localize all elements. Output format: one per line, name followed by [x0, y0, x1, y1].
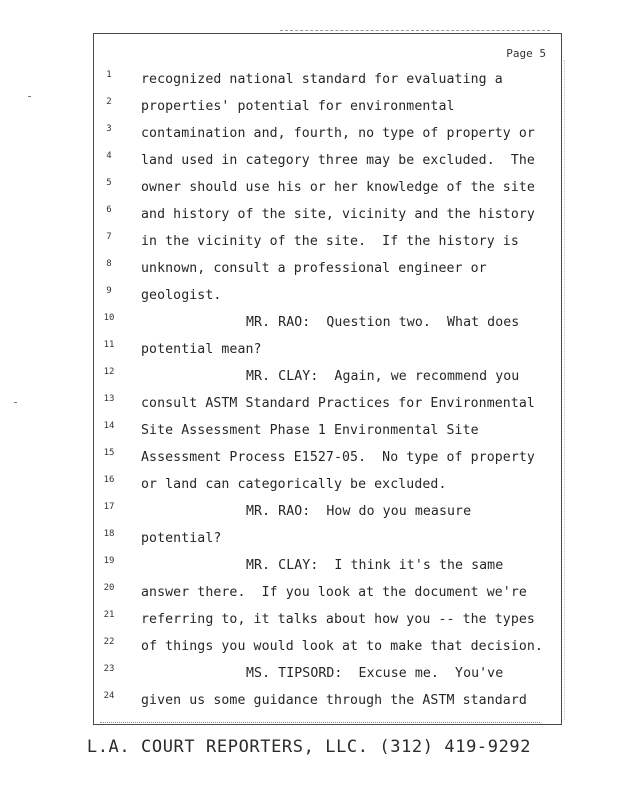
line-text: consult ASTM Standard Practices for Environmental: [141, 396, 535, 411]
line-text: MS. TIPSORD: Excuse me. You've: [246, 666, 504, 681]
line-number: 19: [103, 556, 115, 566]
transcript-line: [0, 394, 618, 425]
line-number: 23: [103, 664, 115, 674]
transcript-line: [0, 340, 618, 371]
transcript-line: [0, 637, 618, 668]
line-number: 16: [103, 475, 115, 485]
line-number: 17: [103, 502, 115, 512]
line-text: in the vicinity of the site. If the history is: [141, 234, 519, 249]
transcript-line: [0, 502, 618, 533]
transcript-line: [0, 664, 618, 695]
transcript-line: [0, 610, 618, 641]
transcript-line: [0, 421, 618, 452]
line-number: 11: [103, 340, 115, 350]
line-text: MR. RAO: How do you measure: [246, 504, 472, 519]
line-text: answer there. If you look at the document we're: [141, 585, 527, 600]
line-text: MR. CLAY: Again, we recommend you: [246, 369, 520, 384]
line-number: 15: [103, 448, 115, 458]
line-number: 2: [106, 97, 112, 107]
line-text: MR. CLAY: I think it's the same: [246, 558, 504, 573]
transcript-line: [0, 259, 618, 290]
line-text: MR. RAO: Question two. What does: [246, 315, 520, 330]
line-number: 6: [106, 205, 112, 215]
line-text: and history of the site, vicinity and the history: [141, 207, 535, 222]
line-text: potential mean?: [141, 342, 262, 357]
transcript-line: [0, 70, 618, 101]
transcript-line: [0, 556, 618, 587]
line-text: land used in category three may be excluded. The: [141, 153, 535, 168]
line-number: 7: [106, 232, 112, 242]
transcript-line: [0, 97, 618, 128]
transcript-line: [0, 232, 618, 263]
line-number: 8: [106, 259, 112, 269]
transcript-line: [0, 367, 618, 398]
scan-edge-mark: [280, 30, 550, 32]
transcript-line: [0, 529, 618, 560]
line-number: 22: [103, 637, 115, 647]
line-text: referring to, it talks about how you -- the types: [141, 612, 535, 627]
line-text: geologist.: [141, 288, 222, 303]
line-text: recognized national standard for evaluating a: [141, 72, 503, 87]
line-text: contamination and, fourth, no type of property or: [141, 126, 535, 141]
transcript-line: [0, 178, 618, 209]
line-text: given us some guidance through the ASTM standard: [141, 693, 527, 708]
line-number: 1: [106, 70, 112, 80]
transcript-line: [0, 205, 618, 236]
line-text: potential?: [141, 531, 222, 546]
line-number: 24: [103, 691, 115, 701]
transcript-line: [0, 313, 618, 344]
line-number: 14: [103, 421, 115, 431]
line-text: of things you would look at to make that decision.: [141, 639, 543, 654]
transcript-line: [0, 124, 618, 155]
line-number: 4: [106, 151, 112, 161]
line-number: 10: [103, 313, 115, 323]
line-text: Assessment Process E1527-05. No type of property: [141, 450, 535, 465]
line-number: 3: [106, 124, 112, 134]
line-number: 9: [106, 286, 112, 296]
transcript-line: [0, 448, 618, 479]
line-number: 12: [103, 367, 115, 377]
line-text: unknown, consult a professional engineer or: [141, 261, 487, 276]
transcript-line: [0, 691, 618, 722]
line-number: 5: [106, 178, 112, 188]
transcript-line: [0, 151, 618, 182]
line-number: 13: [103, 394, 115, 404]
scan-edge-mark: [100, 722, 540, 725]
line-text: properties' potential for environmental: [141, 99, 455, 114]
line-number: 21: [103, 610, 115, 620]
line-text: Site Assessment Phase 1 Environmental Site: [141, 423, 479, 438]
court-reporter-footer: L.A. COURT REPORTERS, LLC. (312) 419-9292: [86, 737, 532, 757]
transcript-line: [0, 583, 618, 614]
page-number: Page 5: [506, 47, 546, 60]
transcript-line: [0, 475, 618, 506]
line-number: 18: [103, 529, 115, 539]
transcript-line: [0, 286, 618, 317]
line-number: 20: [103, 583, 115, 593]
line-text: owner should use his or her knowledge of the site: [141, 180, 535, 195]
line-text: or land can categorically be excluded.: [141, 477, 447, 492]
